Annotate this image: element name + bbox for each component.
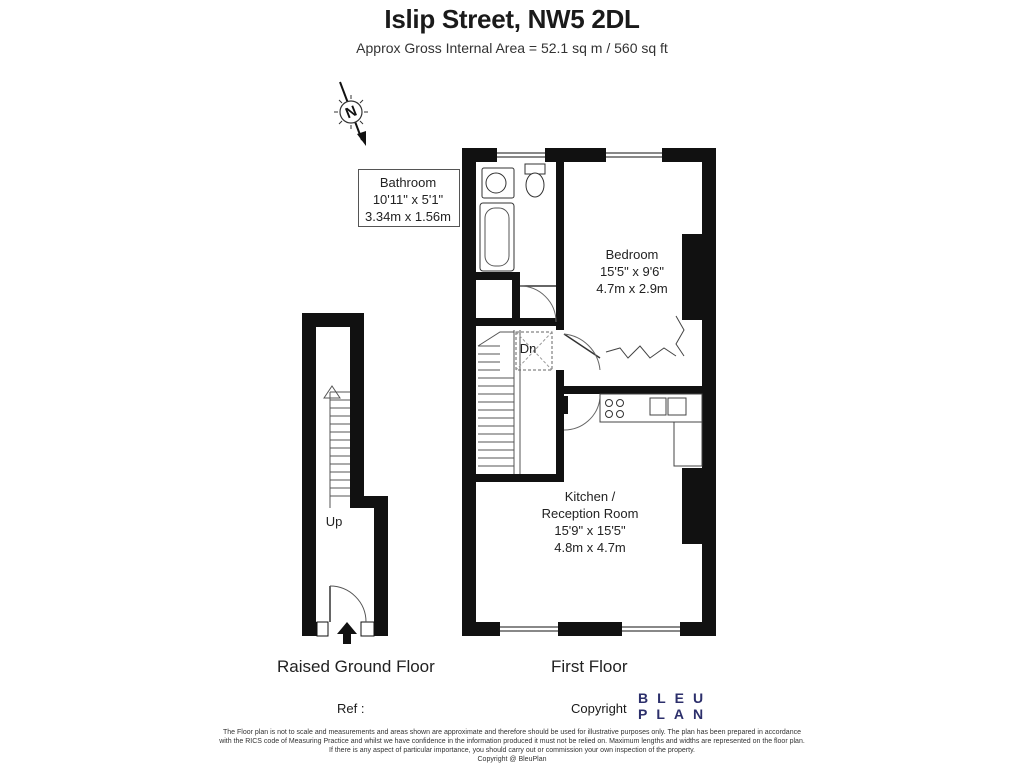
disclaimer-line1: The Floor plan is not to scale and measurements and areas shown are approximate and therefore should be used for illustrative purposes only. The plan has been prepared in accordance <box>223 729 801 736</box>
plan-title: Islip Street, NW5 2DL <box>384 4 640 34</box>
logo-line2: PLAN <box>638 706 713 722</box>
disclaimer-line3: If there is any aspect of particular importance, you should carry out or commission your own inspection of the property. <box>329 747 695 754</box>
plan-subtitle: Approx Gross Internal Area = 52.1 sq m / 560 sq ft <box>356 40 668 56</box>
disclaimer-line2: with the RICS code of Measuring Practice and whilst we have confidence in the information produced it must not be relied on. Maximum lengths and widths are represented on the floor plan. <box>219 738 805 745</box>
bedroom-label <box>580 246 684 297</box>
kitchen-name-line1: Kitchen / <box>564 489 616 504</box>
bedroom-imperial: 15'5" x 9'6" <box>599 264 665 279</box>
compass-icon <box>334 82 368 146</box>
first-floor-label: First Floor <box>551 657 628 676</box>
disclaimer-line4: Copyright @ BleuPlan <box>477 756 547 763</box>
stairs-up-label: Up <box>325 514 343 529</box>
logo-line1: BLEU <box>638 690 713 706</box>
bathroom-name: Bathroom <box>379 175 437 190</box>
compass-letter: N <box>342 102 360 123</box>
first-floor-walls <box>462 146 716 638</box>
bleuplan-logo <box>638 690 712 722</box>
stairs-down-label: Dn <box>519 341 537 356</box>
ground-floor-label: Raised Ground Floor <box>277 657 435 676</box>
ground-floor-walls <box>302 313 388 644</box>
bathroom-label <box>358 174 458 225</box>
ref-label: Ref : <box>337 701 365 716</box>
kitchen-imperial: 15'9" x 15'5" <box>554 523 626 538</box>
kitchen-name-line2: Reception Room <box>541 506 639 521</box>
bathroom-imperial: 10'11" x 5'1" <box>372 192 444 207</box>
bedroom-metric: 4.7m x 2.9m <box>596 281 668 296</box>
bathroom-metric: 3.34m x 1.56m <box>365 209 451 224</box>
disclaimer-text <box>200 728 824 764</box>
kitchen-metric: 4.8m x 4.7m <box>554 540 626 555</box>
copyright-label: Copyright <box>571 701 627 716</box>
kitchen-label <box>520 488 660 556</box>
bedroom-name: Bedroom <box>605 247 659 262</box>
